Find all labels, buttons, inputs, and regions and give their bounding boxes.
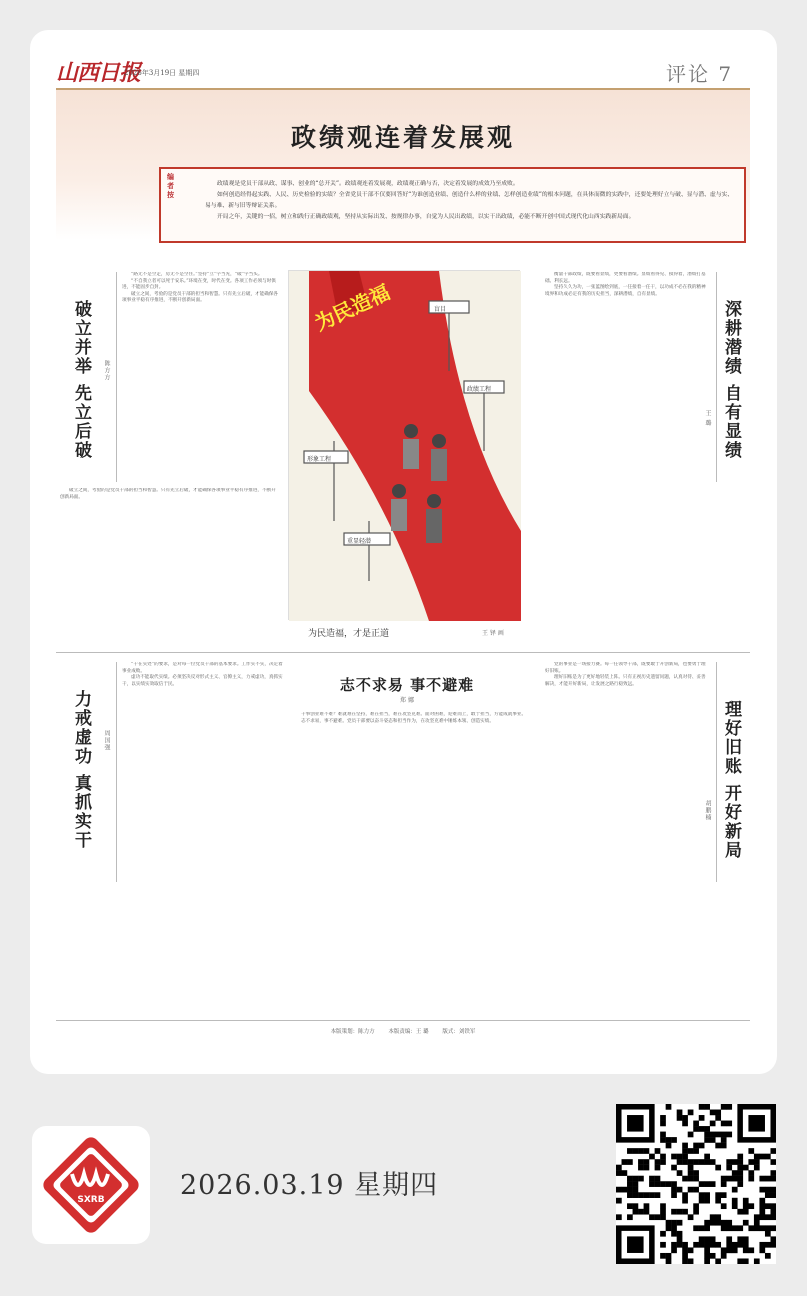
cartoon-sign-label: 盲目 bbox=[434, 306, 447, 313]
credit-responsible: 本版责编：王 璐 bbox=[388, 1029, 429, 1035]
page-headline: 政绩观连着发展观 bbox=[290, 123, 515, 152]
article-paragraph: 衡量干部政绩，既要看显绩，更要看潜绩。显绩看得见、摸得着，潜绩打基础、利长远。 bbox=[545, 272, 706, 284]
article-paragraph: 破立之间，考验的是党员干部的担当和智慧。只有先立后破，才能确保各项事业平稳有序推进，不断开创新局面。 bbox=[122, 291, 279, 304]
issue-date: 2026年3月19日 星期四 bbox=[124, 69, 200, 77]
section-divider bbox=[56, 652, 750, 653]
credit-editor: 本版策划：陈力方 bbox=[330, 1029, 375, 1035]
cartoon-sign-label: 政绩工程 bbox=[467, 386, 492, 393]
article-body-left-top bbox=[122, 272, 280, 482]
editor-note-paragraph: 开局之年，关键的一招，树立和践行正确政绩观，坚持从实际出发、按规律办事，自觉为人民出政绩，以实干出政绩，必能不断开创中国式现代化山西实践新局面。 bbox=[217, 214, 635, 220]
cartoon-sign-label: 重显轻潜 bbox=[347, 538, 372, 545]
article-paragraph: 破立之间，考验的是党员干部的担当和智慧。只有先立后破，才能确保各项事业平稳有序推进，不断开创新局面。 bbox=[60, 488, 276, 500]
article-paragraph: “干在实处”的要求，是对每一位党员干部的基本要求。工作实不实，决定着事业成败。 bbox=[122, 662, 283, 674]
article-body-left-bottom bbox=[122, 662, 284, 1012]
cartoon-caption bbox=[288, 622, 520, 642]
cartoon-drawing bbox=[289, 271, 521, 621]
article-paragraph: “不自我立者可以死于安乐。”环境在变，时代在变。各项工作必须与时俱进，不能固步自封。 bbox=[122, 278, 276, 291]
article-author-left-top: 陈方方 bbox=[103, 360, 110, 381]
article-author-left-bottom: 周国强 bbox=[103, 730, 110, 751]
credits-divider bbox=[56, 1020, 750, 1021]
article-title-center: 志不求易 事不避难 bbox=[339, 676, 475, 694]
editor-note-paragraph: 如何创造经得起实践、人民、历史检验的实绩？全省党员干部不仅要回答好“为谁创造业绩、创造什么样的业绩、怎样创造业绩”的根本问题，在具体而微的实践中，还要处理好立与破、显与潜、虚与实、易与难、新与旧等辩证关系。 bbox=[205, 192, 734, 209]
article-paragraph: “路无不是空走，房无不是空住。”坚持“立”字当先，“破”字当头。 bbox=[131, 272, 263, 277]
column-rule bbox=[116, 662, 117, 882]
article-paragraph: 党的事业是一场接力赛。每一任领导干部，既要敢于开创新局，也要勇于理好旧账。 bbox=[545, 662, 706, 674]
editor-note-box bbox=[159, 167, 746, 243]
sxrb-logo-icon bbox=[32, 1126, 150, 1244]
article-paragraph: 干事创业难不难？难就难在坚持，难在担当，难在攻坚克难。面对困难，迎难而上，敢于担当，方能成就事业。 bbox=[301, 712, 527, 717]
article-author-right-top: 王 璐 bbox=[704, 410, 711, 427]
editorial-cartoon bbox=[288, 270, 520, 620]
column-rule bbox=[716, 272, 717, 482]
newspaper-logo: 山西日报 bbox=[56, 60, 141, 86]
column-rule bbox=[116, 272, 117, 482]
cartoon-author: 王 铎 画 bbox=[482, 630, 504, 637]
article-author-center: 郑 娜 bbox=[400, 697, 414, 704]
cartoon-sign-label: 形象工程 bbox=[307, 456, 332, 463]
article-paragraph: 虚功不能取代实绩。必须坚决反对形式主义、官僚主义，力戒虚功，真抓实干，以实绩实效取信于民。 bbox=[122, 675, 283, 687]
masthead-divider bbox=[56, 88, 750, 90]
article-author-right-bottom: 胡鹏楠 bbox=[704, 800, 711, 821]
article-title-right-bottom: 理好旧账 开好新局 bbox=[721, 700, 741, 860]
cartoon-flag-text: 为民造福 bbox=[310, 279, 394, 336]
cartoon-caption-text: 为民造福，才是正道 bbox=[308, 629, 390, 639]
qr-code-icon bbox=[616, 1104, 776, 1264]
article-body-center bbox=[292, 712, 537, 1012]
article-body-right-bottom bbox=[545, 662, 710, 1012]
article-body-right-top bbox=[545, 272, 710, 644]
sxrb-logo bbox=[32, 1126, 150, 1244]
article-title-left-bottom: 力戒虚功 真抓实干 bbox=[71, 690, 91, 850]
editor-note-tag: 编者按 bbox=[167, 173, 174, 199]
column-rule bbox=[716, 662, 717, 882]
footer-date: 2026.03.19 星期四 bbox=[180, 1170, 439, 1201]
section-label: 评论 7 bbox=[666, 62, 734, 86]
article-paragraph: 志不求易，事不避难。党员干部要以奋斗姿态和担当作为，在攻坚克难中锤炼本领、创造实绩。 bbox=[301, 718, 494, 724]
article-title-left-top: 破立并举 先立后破 bbox=[71, 300, 91, 460]
qr-code bbox=[616, 1104, 776, 1264]
article-body-left-top-lower bbox=[60, 488, 280, 646]
editor-note-text bbox=[205, 179, 735, 223]
sxrb-logo-text: SXRB bbox=[77, 1195, 105, 1205]
page-credits bbox=[56, 1027, 750, 1035]
article-title-right-top: 深耕潜绩 自有显绩 bbox=[721, 300, 741, 460]
credit-design: 版式：刘铁军 bbox=[442, 1029, 476, 1035]
article-paragraph: 坚持久久为功，一张蓝图绘到底，一任接着一任干，以功成不必在我的精神境界和功成必定有我的历史担当，深耕潜绩，自有显绩。 bbox=[545, 285, 706, 297]
article-paragraph: 理好旧账是为了更好地轻装上阵。只有正视历史遗留问题，认真对待、妥善解决，才能开好新局，让发展之路行稳致远。 bbox=[545, 675, 706, 687]
editor-note-paragraph: 政绩观是党员干部从政、谋事、创业的“总开关”。政绩观连着发展观，政绩观正确与否，决定着发展的成效乃至成败。 bbox=[217, 181, 519, 187]
